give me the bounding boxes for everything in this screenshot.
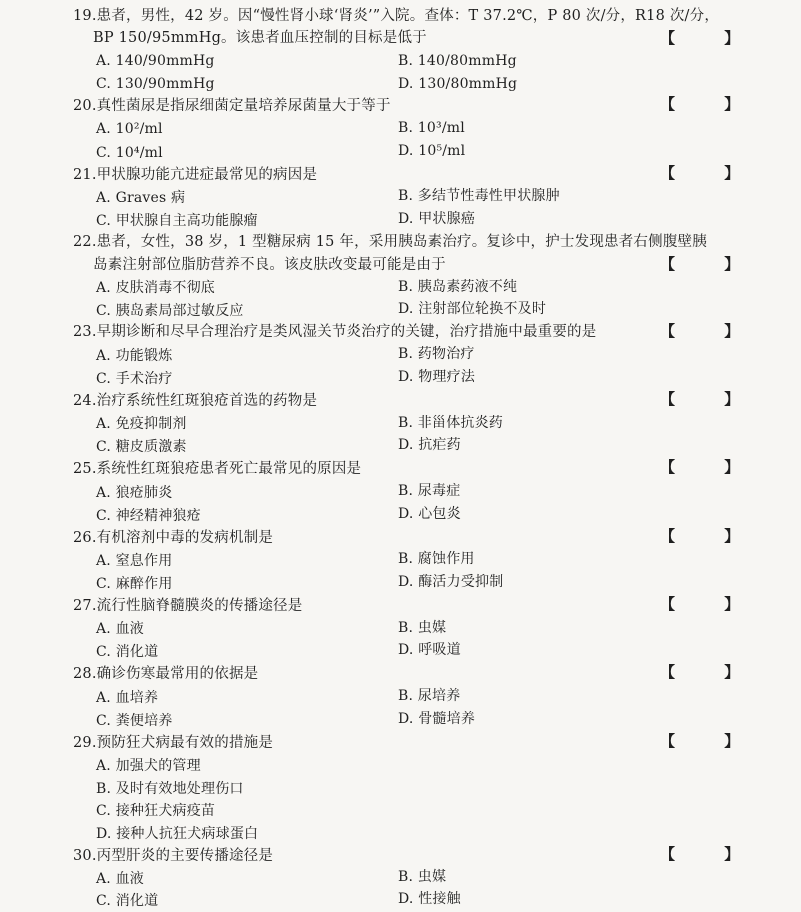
- option-29-d: D. 接种人抗狂犬病球蛋白: [96, 826, 259, 842]
- answer-bracket-20: 【 】: [660, 95, 762, 113]
- question-30-text: 30.丙型肝炎的主要传播途径是: [73, 848, 274, 864]
- option-26-b: B. 腐蚀作用: [398, 551, 475, 567]
- answer-bracket-23: 【 】: [660, 322, 762, 340]
- option-22-b: B. 胰岛素药液不纯: [398, 279, 518, 295]
- option-20-c: C. 10⁴/ml: [96, 145, 163, 161]
- option-26-c: C. 麻醉作用: [96, 576, 173, 592]
- option-28-a: A. 血培养: [96, 690, 159, 706]
- option-29-c: C. 接种狂犬病疫苗: [96, 803, 216, 819]
- option-29-b: B. 及时有效地处理伤口: [96, 781, 244, 797]
- question-29-text: 29.预防狂犬病最有效的措施是: [73, 735, 274, 751]
- question-24-text: 24.治疗系统性红斑狼疮首选的药物是: [73, 393, 318, 409]
- option-20-a: A. 10²/ml: [96, 121, 163, 137]
- question-22-line1: 22.患者，女性，38 岁，1 型糖尿病 15 年，采用胰岛素治疗。复诊中，护士发现患者右侧腹壁胰: [73, 234, 707, 250]
- question-26-text: 26.有机溶剂中毒的发病机制是: [73, 530, 274, 546]
- option-21-b: B. 多结节性毒性甲状腺肿: [398, 188, 560, 204]
- option-25-d: D. 心包炎: [398, 506, 461, 522]
- option-27-c: C. 消化道: [96, 644, 159, 660]
- option-24-c: C. 糖皮质激素: [96, 439, 187, 455]
- option-30-b: B. 虫媒: [398, 869, 447, 885]
- question-22-line2: 岛素注射部位脂肪营养不良。该皮肤改变最可能是由于: [93, 257, 446, 273]
- option-19-d: D. 130/80mmHg: [398, 76, 518, 92]
- option-27-a: A. 血液: [96, 621, 145, 637]
- question-23-text: 23.早期诊断和尽早合理治疗是类风湿关节炎治疗的关键，治疗措施中最重要的是: [73, 324, 597, 340]
- option-30-d: D. 性接触: [398, 891, 461, 907]
- option-24-b: B. 非甾体抗炎药: [398, 415, 503, 431]
- question-21-text: 21.甲状腺功能亢进症最常见的病因是: [73, 167, 318, 183]
- option-29-a: A. 加强犬的管理: [96, 758, 201, 774]
- option-19-b: B. 140/80mmHg: [398, 53, 517, 69]
- answer-bracket-27: 【 】: [660, 595, 762, 613]
- option-24-d: D. 抗疟药: [398, 437, 461, 453]
- option-23-c: C. 手术治疗: [96, 371, 173, 387]
- option-30-c: C. 消化道: [96, 893, 159, 909]
- answer-bracket-25: 【 】: [660, 458, 762, 476]
- option-28-d: D. 骨髓培养: [398, 711, 476, 727]
- answer-bracket-19: 【 】: [660, 29, 762, 47]
- option-23-d: D. 物理疗法: [398, 369, 476, 385]
- option-26-a: A. 窒息作用: [96, 553, 173, 569]
- question-27-text: 27.流行性脑脊髓膜炎的传播途径是: [73, 598, 303, 614]
- option-19-c: C. 130/90mmHg: [96, 76, 215, 92]
- option-21-c: C. 甲状腺自主高功能腺瘤: [96, 213, 258, 229]
- question-20-text: 20.真性菌尿是指尿细菌定量培养尿菌量大于等于: [73, 98, 391, 114]
- question-19-line1: 19.患者，男性，42 岁。因“慢性肾小球‘肾炎’”入院。查体：T 37.2℃，P 80 次/分，R18 次/分，: [73, 8, 720, 24]
- option-22-a: A. 皮肤消毒不彻底: [96, 280, 216, 296]
- option-21-a: A. Graves 病: [96, 190, 186, 206]
- option-20-b: B. 10³/ml: [398, 120, 465, 136]
- question-19-line2: BP 150/95mmHg。该患者血压控制的目标是低于: [93, 30, 427, 46]
- answer-bracket-22: 【 】: [660, 255, 762, 273]
- option-19-a: A. 140/90mmHg: [96, 53, 215, 69]
- option-24-a: A. 免疫抑制剂: [96, 416, 187, 432]
- answer-bracket-28: 【 】: [660, 663, 762, 681]
- option-25-b: B. 尿毒症: [398, 483, 461, 499]
- option-22-c: C. 胰岛素局部过敏反应: [96, 303, 244, 319]
- option-23-a: A. 功能锻炼: [96, 348, 173, 364]
- option-30-a: A. 血液: [96, 871, 145, 887]
- option-27-b: B. 虫媒: [398, 620, 447, 636]
- answer-bracket-30: 【 】: [660, 845, 762, 863]
- answer-bracket-26: 【 】: [660, 527, 762, 545]
- answer-bracket-29: 【 】: [660, 732, 762, 750]
- question-25-text: 25.系统性红斑狼疮患者死亡最常见的原因是: [73, 461, 362, 477]
- option-28-c: C. 粪便培养: [96, 713, 173, 729]
- option-25-a: A. 狼疮肺炎: [96, 485, 173, 501]
- option-20-d: D. 10⁵/ml: [398, 143, 466, 159]
- option-26-d: D. 酶活力受抑制: [398, 574, 504, 590]
- option-22-d: D. 注射部位轮换不及时: [398, 301, 547, 317]
- option-23-b: B. 药物治疗: [398, 346, 475, 362]
- answer-bracket-24: 【 】: [660, 390, 762, 408]
- option-28-b: B. 尿培养: [398, 688, 461, 704]
- option-27-d: D. 呼吸道: [398, 642, 461, 658]
- answer-bracket-21: 【 】: [660, 164, 762, 182]
- question-28-text: 28.确诊伤寒最常用的依据是: [73, 666, 259, 682]
- option-21-d: D. 甲状腺癌: [398, 211, 476, 227]
- option-25-c: C. 神经精神狼疮: [96, 508, 201, 524]
